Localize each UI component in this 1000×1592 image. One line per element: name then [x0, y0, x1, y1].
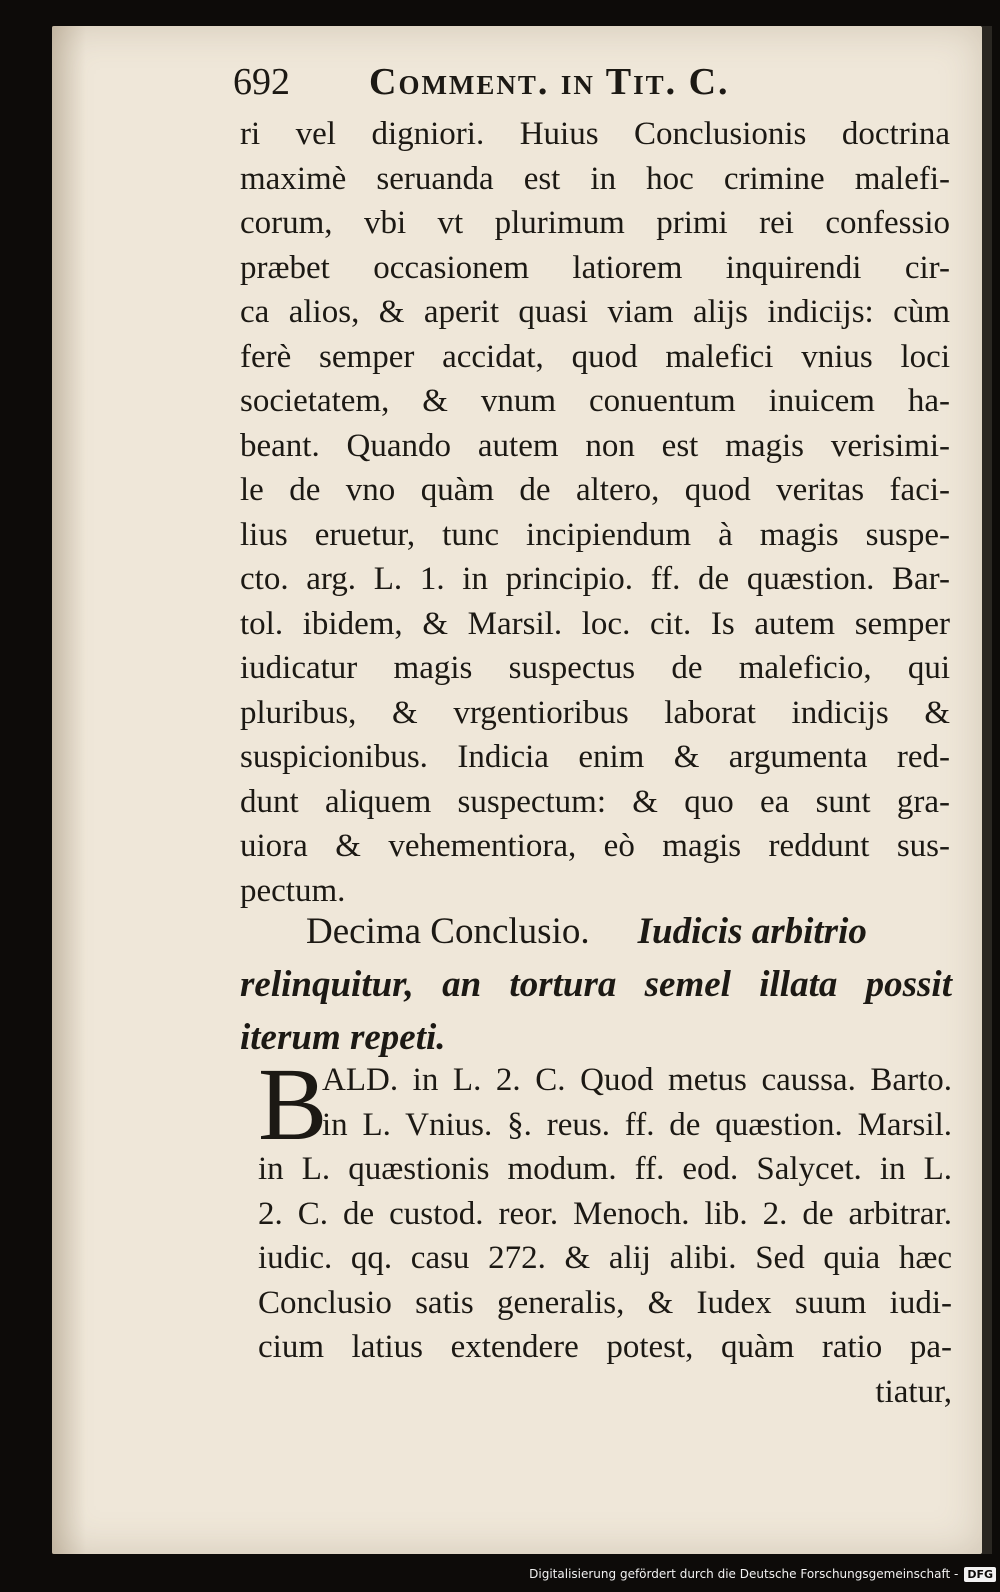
conclusion-thesis-line-2: relinquitur, an tortura semel illata possit	[240, 964, 952, 1005]
text-line: iudicatur magis suspectus de maleficio, qui	[240, 650, 950, 686]
digitization-footer	[529, 1560, 996, 1588]
text-line: iudic. qq. casu 272. & alij alibi. Sed quia hæc	[258, 1240, 952, 1276]
text-line: corum, vbi vt plurimum primi rei confessio	[240, 205, 950, 241]
text-line: cium latius extendere potest, quàm ratio pa-	[258, 1329, 952, 1365]
running-header	[233, 60, 793, 110]
text-line: beant. Quando autem non est magis verisimi-	[240, 427, 950, 464]
text-line: ferè semper accidat, quod malefici vnius loci	[240, 338, 950, 375]
running-title: Comment. in Tit. C.	[369, 61, 730, 103]
text-line: ri vel digniori. Huius Conclusionis doctrina	[240, 116, 950, 152]
text-line: 2. C. de custod. reor. Menoch. lib. 2. de arbitrar.	[258, 1195, 952, 1232]
text-line: cto. arg. L. 1. in principio. ff. de quæstion. Bar-	[240, 561, 950, 597]
text-line: tol. ibidem, & Marsil. loc. cit. Is autem semper	[240, 605, 950, 642]
conclusion-label: Decima Conclusio.	[306, 911, 590, 952]
text-line: ca alios, & aperit quasi viam alijs indicijs: cùm	[240, 294, 950, 330]
drop-cap: B	[258, 1047, 328, 1162]
text-line: le de vno quàm de altero, quod veritas faci-	[240, 472, 950, 508]
text-line: societatem, & vnum conuentum inuicem ha-	[240, 383, 950, 419]
catchword: tiatur,	[875, 1373, 952, 1410]
text-line: uiora & vehementiora, eò magis reddunt sus-	[240, 828, 950, 864]
text-line: in L. Vnius. §. reus. ff. de quæstion. Marsil.	[322, 1106, 952, 1143]
text-line: Conclusio satis generalis, & Iudex suum iudi-	[258, 1284, 952, 1321]
text-line: in L. quæstionis modum. ff. eod. Salycet. in L.	[258, 1151, 952, 1187]
text-line: præbet occasionem latiorem inquirendi cir-	[240, 249, 950, 286]
text-line: lius eruetur, tunc incipiendum à magis suspe-	[240, 516, 950, 553]
text-line: suspicionibus. Indicia enim & argumenta red-	[240, 739, 950, 775]
paragraph-1	[240, 112, 950, 913]
conclusion-heading	[240, 905, 952, 1064]
text-line: ALD. in L. 2. C. Quod metus caussa. Barto.	[322, 1062, 952, 1098]
text-line: pluribus, & vrgentioribus laborat indicijs &	[240, 694, 950, 731]
dfg-logo: DFG	[964, 1567, 996, 1582]
paragraph-2	[258, 1047, 952, 1413]
text-line: maximè seruanda est in hoc crimine malefi-	[240, 160, 950, 197]
footer-text: Digitalisierung gefördert durch die Deutsche Forschungsgemeinschaft -	[529, 1567, 959, 1581]
page-number: 692	[233, 61, 290, 103]
page-edge	[982, 26, 992, 1554]
conclusion-thesis-line-1: Iudicis arbitrio	[637, 911, 867, 952]
text-line: pectum.	[240, 872, 346, 909]
text-line: dunt aliquem suspectum: & quo ea sunt gra-	[240, 783, 950, 820]
conclusion-thesis-line-3: iterum repeti.	[240, 1017, 446, 1058]
